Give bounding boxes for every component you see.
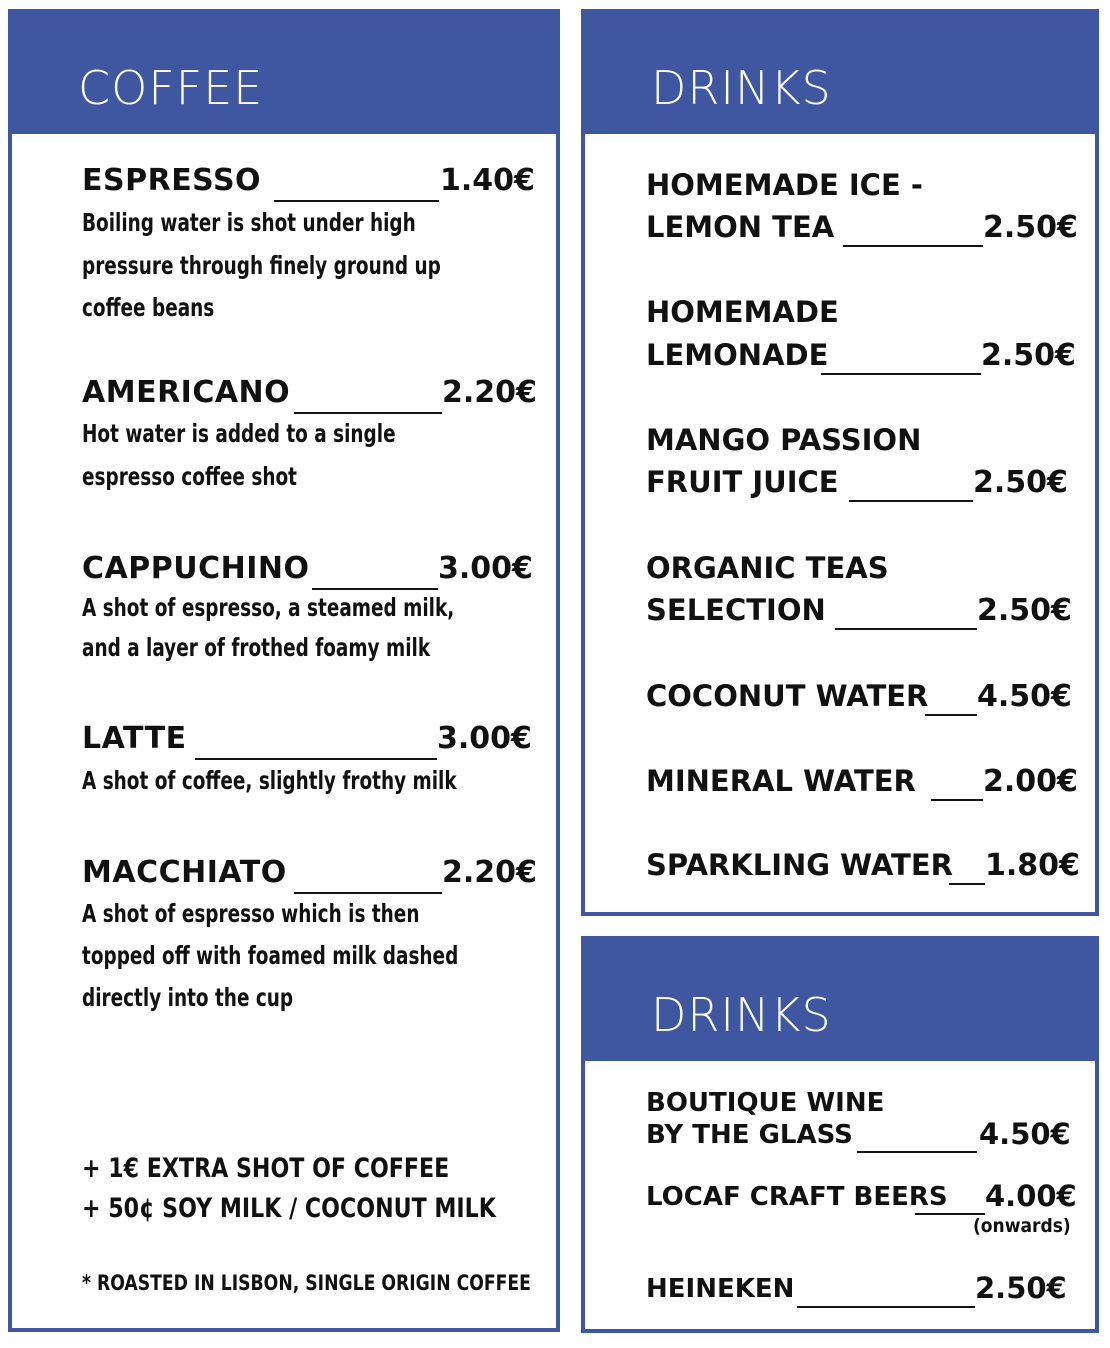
- bar-item-price: 2.50€: [975, 1271, 1067, 1305]
- drink-item-price: 2.00€: [983, 764, 1078, 799]
- coffee-item-price: 2.20€: [442, 855, 537, 890]
- bar-item-price: 4.00€: [985, 1179, 1077, 1213]
- bar-title: DRINKS: [651, 988, 832, 1042]
- coffee-item-price: 3.00€: [437, 721, 532, 756]
- coffee-title: COFFEE: [78, 61, 264, 115]
- drink-item-price: 2.50€: [977, 593, 1072, 628]
- coffee-item-desc: coffee beans: [82, 293, 215, 322]
- drink-item-name: MINERAL WATER: [646, 764, 916, 798]
- drink-item-name: SPARKLING WATER: [646, 848, 953, 882]
- drink-item-name: LEMON TEA: [646, 210, 835, 244]
- coffee-extra: + 1€ EXTRA SHOT OF COFFEE: [82, 1153, 450, 1184]
- price-leader: [931, 799, 983, 801]
- price-leader: [312, 588, 438, 590]
- drink-item-price: 2.50€: [983, 210, 1078, 245]
- price-leader: [797, 1306, 975, 1308]
- bar-item-name: LOCAF CRAFT BEERS: [646, 1182, 948, 1212]
- coffee-item-desc: espresso coffee shot: [82, 462, 297, 491]
- drink-item-name: HOMEMADE: [646, 295, 839, 329]
- coffee-item-name: AMERICANO: [82, 375, 291, 410]
- coffee-item-desc: directly into the cup: [82, 983, 294, 1012]
- bar-header: [585, 940, 1095, 1061]
- bar-item-name: BOUTIQUE WINE: [646, 1088, 885, 1118]
- price-leader: [949, 883, 985, 885]
- bar-item-name: HEINEKEN: [646, 1274, 795, 1304]
- coffee-item-name: CAPPUCHINO: [82, 551, 310, 586]
- coffee-item-price: 3.00€: [438, 551, 533, 586]
- coffee-item-price: 2.20€: [442, 375, 537, 410]
- coffee-item-name: MACCHIATO: [82, 855, 287, 890]
- drink-item-name: SELECTION: [646, 593, 826, 627]
- coffee-extra: + 50¢ SOY MILK / COCONUT MILK: [82, 1193, 496, 1224]
- coffee-item-desc: pressure through finely ground up: [82, 251, 441, 280]
- bar-panel: [581, 936, 1099, 1333]
- coffee-item-desc: and a layer of frothed foamy milk: [82, 633, 431, 662]
- drink-item-price: 2.50€: [981, 338, 1076, 373]
- price-leader: [821, 373, 981, 375]
- price-leader: [925, 714, 977, 716]
- drink-item-name: COCONUT WATER: [646, 679, 929, 713]
- price-leader: [294, 412, 442, 414]
- drinks-header: [585, 13, 1095, 134]
- drink-item-name: MANGO PASSION: [646, 423, 922, 457]
- coffee-panel: [8, 9, 560, 1332]
- bar-item-name: BY THE GLASS: [646, 1120, 853, 1150]
- drink-item-price: 2.50€: [973, 465, 1068, 500]
- coffee-item-desc: Boiling water is shot under high: [82, 208, 416, 237]
- drink-item-name: LEMONADE: [646, 338, 829, 372]
- drink-item-price: 4.50€: [977, 679, 1072, 714]
- drink-item-name: HOMEMADE ICE -: [646, 168, 923, 202]
- coffee-item-desc: A shot of coffee, slightly frothy milk: [82, 766, 457, 795]
- coffee-header: [12, 13, 556, 134]
- drink-item-name: FRUIT JUICE: [646, 465, 839, 499]
- coffee-footnote: * ROASTED IN LISBON, SINGLE ORIGIN COFFEE: [82, 1271, 531, 1295]
- coffee-item-name: LATTE: [82, 721, 187, 756]
- drinks-title: DRINKS: [651, 61, 832, 115]
- drink-item-price: 1.80€: [985, 848, 1080, 883]
- drink-item-name: ORGANIC TEAS: [646, 551, 889, 585]
- coffee-item-desc: topped off with foamed milk dashed: [82, 941, 459, 970]
- coffee-item-name: ESPRESSO: [82, 163, 262, 198]
- coffee-item-desc: Hot water is added to a single: [82, 419, 396, 448]
- price-leader: [849, 500, 973, 502]
- coffee-item-desc: A shot of espresso which is then: [82, 899, 420, 928]
- price-leader: [274, 200, 439, 202]
- price-leader: [195, 758, 437, 760]
- bar-item-price: 4.50€: [979, 1117, 1071, 1151]
- price-leader: [857, 1151, 977, 1153]
- drinks-panel: [581, 9, 1099, 916]
- price-leader: [294, 892, 442, 894]
- coffee-item-price: 1.40€: [440, 163, 535, 198]
- bar-item-note: (onwards): [973, 1215, 1071, 1237]
- price-leader: [835, 628, 977, 630]
- price-leader: [843, 245, 983, 247]
- coffee-item-desc: A shot of espresso, a steamed milk,: [82, 593, 455, 622]
